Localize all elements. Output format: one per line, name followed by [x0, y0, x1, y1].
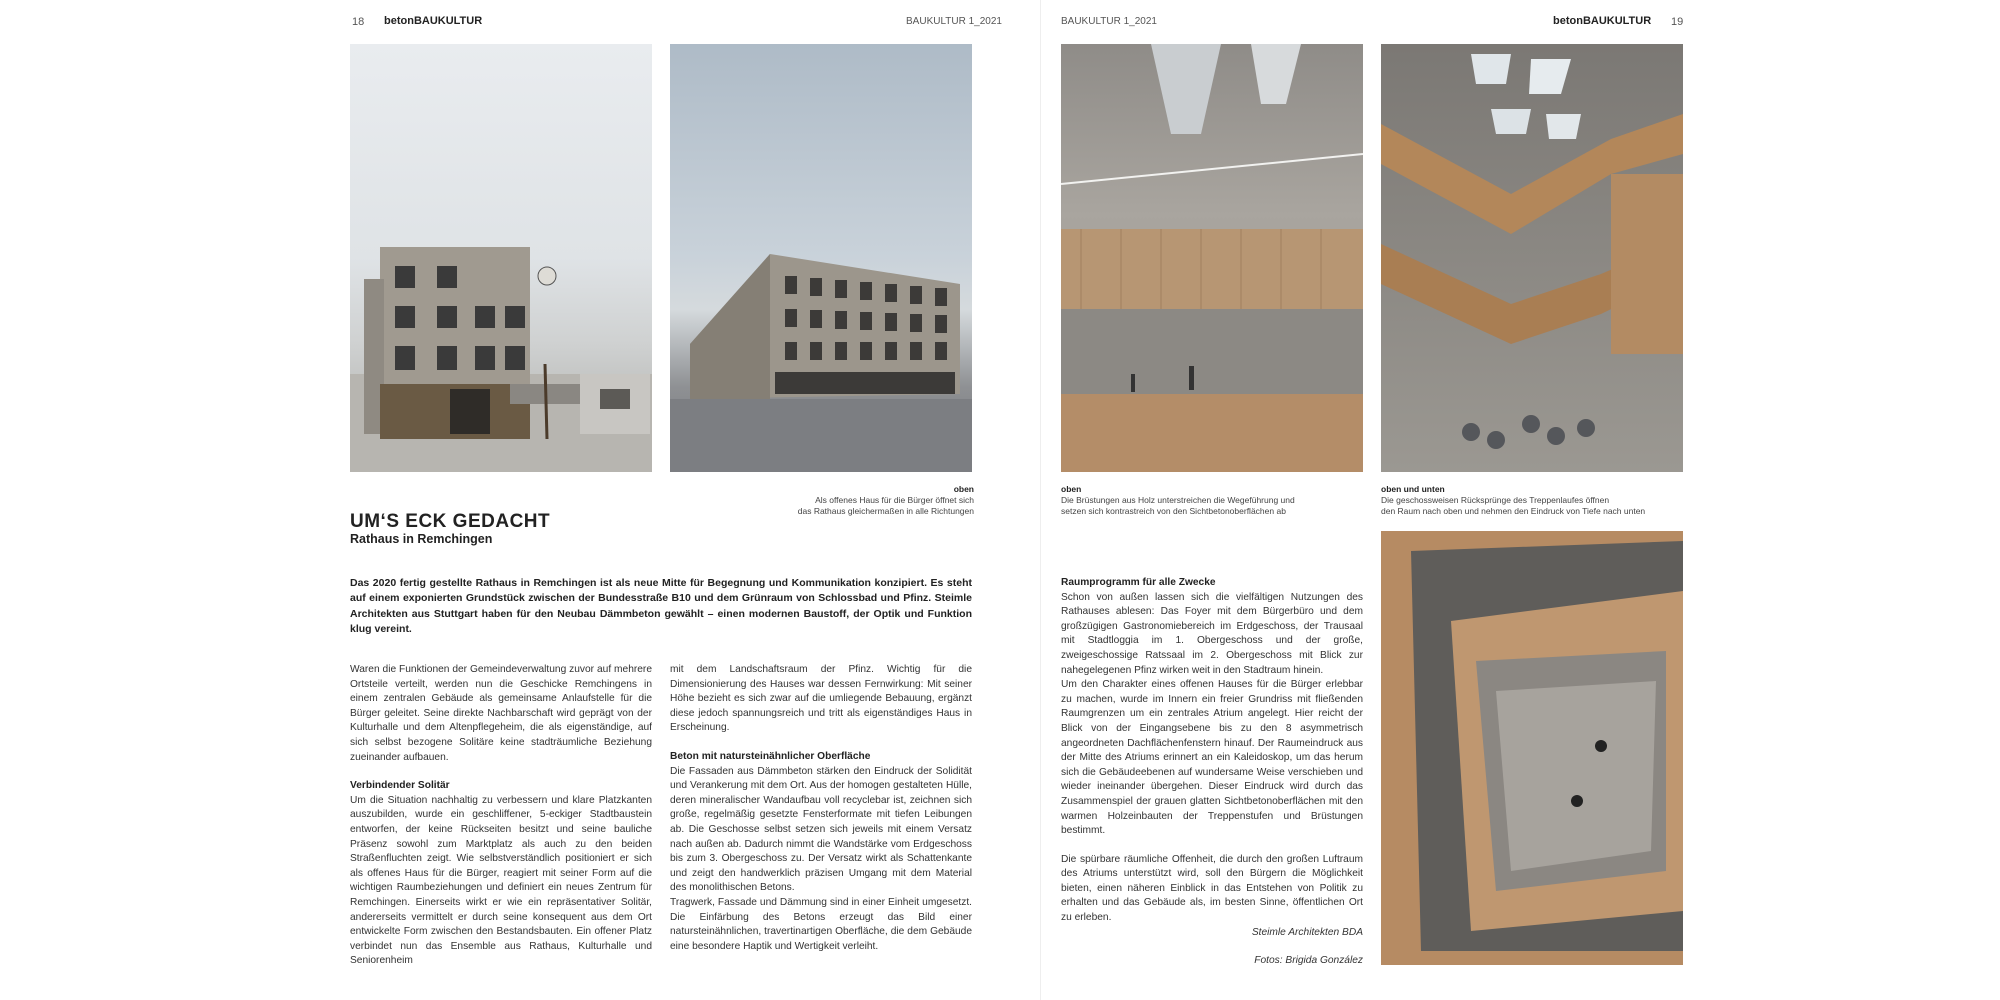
exterior-photo-clock: [350, 44, 652, 472]
issue-label: BAUKULTUR 1_2021: [1061, 16, 1157, 27]
page-number: 19: [1671, 16, 1684, 28]
article-subtitle: Rathaus in Remchingen: [350, 532, 493, 546]
interior-photo-atrium-topdown: [1381, 531, 1683, 965]
paragraph: Die Fassaden aus Dämmbeton stärken den Eindruck der Solidität und Verankerung mit dem Ort. Aus der homogen gestalteten Hülle, deren mineralischer Wandaufbau voll recyclebar ist, zeichnen sich große, regelmäßig gesetzte Fensterformate mit tiefen Leibungen ab. Die Geschosse selbst setzen sich jeweils mit einem Versatz nach außen ab. Dadurch nimmt die Wandstärke vom Erdgeschoss bis zum 3. Obergeschoss zu. Der Versatz wirkt als Schattenkante und zeigt den handwerklich präzisen Umgang mit dem Material des monolithischen Betons.: [670, 765, 972, 894]
magazine-brand: betonBAUKULTUR: [384, 15, 483, 27]
section-heading: Beton mit natursteinähnlicher Oberfläche: [670, 750, 871, 762]
caption-line-2: das Rathaus gleichermaßen in alle Richtungen: [797, 506, 974, 516]
right-page: [1040, 0, 1731, 1000]
paragraph: Waren die Funktionen der Gemeindeverwaltung zuvor auf mehrere Ortsteile verteilt, werden nun die Geschicke Remchingens in einem zentralen Gebäude als gemeinsame Anlaufstelle für die Bürger geleitet. Seine direkte Nachbarschaft wird geprägt von der Kulturhalle und dem Altenpflegeheim, die als eigenständige, auf sich selbst bezogene Solitäre keine stadträumliche Beziehung zueinander aufbauen.: [350, 664, 652, 763]
caption-line-1: Die geschossweisen Rücksprünge des Treppenlaufes öffnen: [1381, 495, 1610, 505]
photo-caption-top: [660, 484, 974, 517]
caption-label: oben: [953, 484, 974, 494]
paragraph: Um den Charakter eines offenen Hauses für die Bürger erlebbar zu machen, wurde im Innern ein freier Grundriss mit fließenden Raumgrenzen um ein zentrales Atrium angelegt. Hier reicht der Blick von der Eingangsebene bis zu den 8 asymmetrisch angeordneten Dachflächenfenstern hinauf. Der Raumeindruck aus der Mitte des Atriums erinnert an ein Kaleidoskop, um das herum sich die Gebäudeebenen auf wundersame Weise verschieben und wieder ineinander übergehen. Dieser Eindruck wird durch das Zusammenspiel der grauen glatten Sichtbetonoberflächen mit den warmen Holzeinbauten der Treppenstufen und Brüstungen bestimmt.: [1061, 679, 1363, 837]
article-title: UM‘S ECK GEDACHT: [350, 511, 551, 532]
left-page: [330, 0, 1010, 1000]
body-column-2: [670, 663, 972, 954]
section-heading: Verbindender Solitär: [350, 780, 450, 792]
photo-caption-staircase: [1381, 484, 1721, 517]
paragraph: Tragwerk, Fassade und Dämmung sind in einer Einheit umgesetzt. Die Einfärbung des Betons erzeugt das Bild einer natursteinähnlichen, travertinartigen Oberfläche, die dem Gebäude eine besondere Haptik und Wertigkeit verleiht.: [670, 896, 972, 952]
paragraph: mit dem Landschaftsraum der Pfinz. Wichtig für die Dimensionierung des Hauses war dessen Fernwirkung: Mit seiner Höhe bezieht es sich zwar auf die umliegende Bebauung, ergänzt diese jedoch spannungsreich und tritt als eigenständiges Haus in Erscheinung.: [670, 664, 972, 734]
caption-line-1: Die Brüstungen aus Holz unterstreichen die Wegeführung und: [1061, 495, 1295, 505]
caption-line-2: setzen sich kontrastreich von den Sichtbetonoberflächen ab: [1061, 506, 1286, 516]
interior-photo-balconies: [1061, 44, 1363, 472]
interior-photo-atrium-skylights: [1381, 44, 1683, 472]
page-number: 18: [352, 16, 365, 28]
paragraph: Die spürbare räumliche Offenheit, die durch den großen Luftraum des Atriums unterstützt wird, soll den Bürgern die Möglichkeit bieten, einen näheren Einblick in das Entstehen von Politik zu erhalten und das Gebäude als, im besten Sinne, öffentlichen Ort zu erleben.: [1061, 853, 1363, 924]
paragraph: Schon von außen lassen sich die vielfältigen Nutzungen des Rathauses ablesen: Das Foyer mit dem Bürgerbüro und dem großzügigen Gastronomiebereich im Erdgeschoss, der Trausaal mit Stadtloggia im 1. Obergeschoss und der große, zweigeschossige Ratssaal im 2. Obergeschoss mit Blick zur nahegelegenen Pfinz wirken weit in den Stadtraum hinein.: [1061, 591, 1363, 676]
section-heading: Raumprogramm für alle Zwecke: [1061, 577, 1216, 588]
article-lead: Das 2020 fertig gestellte Rathaus in Remchingen ist als neue Mitte für Begegnung und Kommunikation konzipiert. Es steht auf einem exponierten Grundstück zwischen der Bundesstraße B10 und dem Grünraum von Schlossbad und Pfinz. Steimle Architekten aus Stuttgart haben für den Neubau Dämmbeton gewählt – einen modernen Baustoff, der Optik und Funktion klug vereint.: [350, 577, 972, 635]
issue-label: BAUKULTUR 1_2021: [906, 16, 1002, 27]
photo-credit: Fotos: Brigida González: [1254, 955, 1363, 967]
exterior-photo-square: [670, 44, 972, 472]
caption-line-1: Als offenes Haus für die Bürger öffnet sich: [815, 495, 974, 505]
paragraph: Um die Situation nachhaltig zu verbessern und klare Platzkanten auszubilden, wurde ein geschliffener, 5-eckiger Stadtbaustein entworfen, der keine Rückseiten besitzt und seine bauliche Präsenz sowohl zum Marktplatz als auch zu den beiden Straßenfluchten zeigt. Wie selbstverständlich positioniert er sich als offenes Haus für die Bürger, reagiert mit seiner Form auf die wichtigen Raumbeziehungen und definiert ein neues Zentrum für Remchingen. Einerseits wirkt er wie ein repräsentativer Solitär, andererseits vermittelt er durch seine konsequent aus dem Ort entwickelte Form zwischen den Bestandsbauten. Ein offener Platz verbindet nun das Ensemble aus Rathaus, Kulturhalle und Seniorenheim: [350, 794, 652, 967]
caption-label: oben und unten: [1381, 484, 1445, 494]
magazine-brand: betonBAUKULTUR: [1553, 15, 1652, 27]
photo-caption-balconies: [1061, 484, 1363, 517]
caption-line-2: den Raum nach oben und nehmen den Eindruck von Tiefe nach unten: [1381, 506, 1646, 516]
body-column-1: [350, 663, 652, 969]
body-column-right: [1061, 576, 1363, 969]
author-credit: Steimle Architekten BDA: [1251, 926, 1363, 938]
caption-label: oben: [1061, 484, 1082, 494]
